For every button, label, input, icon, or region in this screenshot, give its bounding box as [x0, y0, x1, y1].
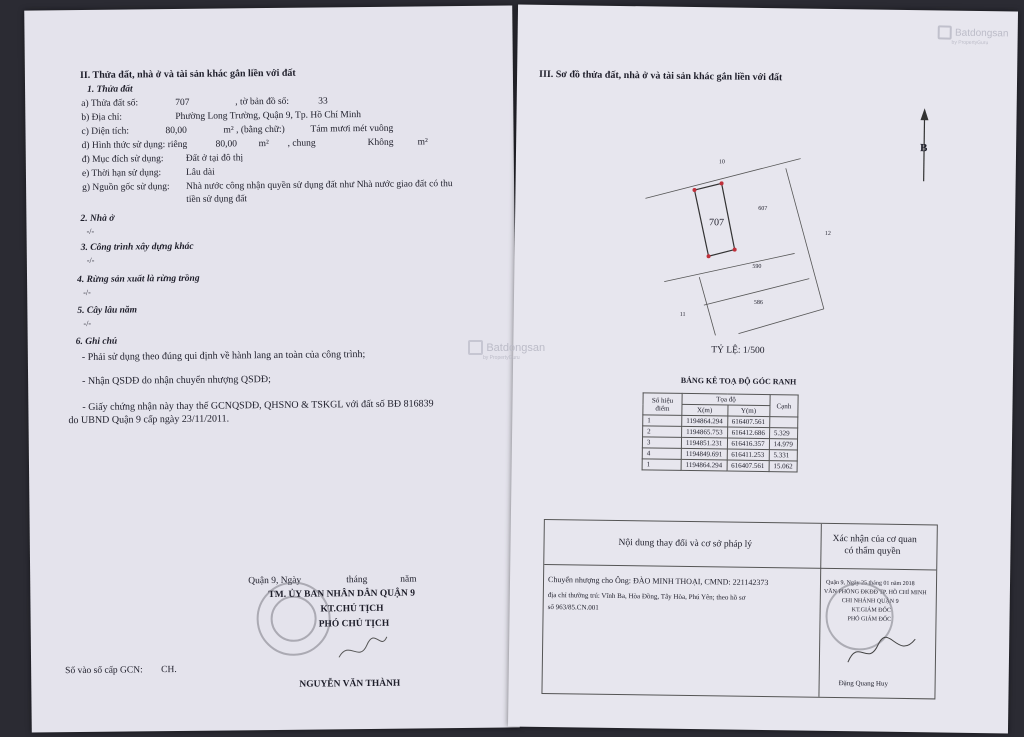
- common-label: , chung: [287, 138, 316, 149]
- area-words: Tám mươi mét vuông: [310, 123, 394, 135]
- house-value: -/-: [86, 226, 95, 236]
- map-label-12: 12: [824, 230, 831, 237]
- watermark-brand: Batdongsan: [954, 27, 1009, 40]
- watermark-center-logo-icon: [468, 340, 483, 355]
- watermark-top: [938, 24, 1009, 46]
- cell-x: 1194865.753: [682, 426, 728, 438]
- notes-heading: 6. Ghi chú: [75, 336, 118, 348]
- watermark-center-sub: by PropertyGuru: [483, 355, 520, 362]
- area-label: c) Diện tích:: [81, 126, 130, 137]
- confirm-signer: Đặng Quang Huy: [838, 679, 889, 688]
- seal-inner-ring: [270, 596, 316, 642]
- cell-edge: [769, 417, 797, 428]
- watermark-sub: by PropertyGuru: [951, 39, 989, 46]
- note-2: - Nhận QSDĐ do nhận chuyển nhượng QSDĐ;: [82, 374, 271, 387]
- date-place: Quận 9, Ngày: [248, 575, 302, 587]
- purpose-label: đ) Mục đích sử dụng:: [81, 154, 164, 165]
- changes-box: [541, 519, 937, 699]
- header-point-no: Số hiệu điểm: [643, 393, 682, 416]
- register-label: Số vào sổ cấp GCN:: [65, 665, 143, 677]
- term-label: e) Thời hạn sử dụng:: [81, 168, 162, 179]
- change-line-2: địa chỉ thường trú: Vĩnh Ba, Hòa Đồng, Tây Hòa, Phú Yên; theo hồ sơ: [547, 591, 746, 602]
- section-title-map: III. Sơ đồ thửa đất, nhà ở và tài sản khác gắn liền với đất: [539, 68, 783, 84]
- origin-line-1: Nhà nước công nhận quyền sử dụng đất như Nhà nước giao đất có thu: [186, 179, 453, 192]
- map-label-11: 11: [679, 311, 686, 318]
- construction-heading: 3. Công trình xây dựng khác: [80, 241, 194, 253]
- cell-edge: 5.331: [769, 450, 797, 461]
- change-line-3: số 963/85.CN.001: [547, 603, 599, 612]
- address-value: Phường Long Trường, Quận 9, Tp. Hồ Chí Minh: [175, 110, 362, 122]
- date-month: tháng: [346, 575, 368, 586]
- north-label: B: [920, 142, 928, 155]
- cell-point: 1: [643, 415, 682, 427]
- cell-x: 1194851.231: [681, 437, 727, 449]
- construction-value: -/-: [86, 255, 95, 265]
- perennial-value: -/-: [83, 318, 92, 328]
- watermark-center: [468, 340, 545, 361]
- map-number: 33: [318, 96, 328, 107]
- forest-value: -/-: [83, 287, 91, 297]
- parcel-number: 707: [175, 97, 190, 108]
- map-label-586: 586: [753, 299, 763, 306]
- cell-x: 1194864.294: [682, 415, 728, 427]
- register-value: CH.: [161, 665, 177, 676]
- forest-heading: 4. Rừng sản xuất là rừng trồng: [77, 273, 200, 286]
- header-y: Y(m): [727, 405, 769, 417]
- signer-organization: TM. ỦY BAN NHÂN DÂN QUẬN 9: [268, 588, 416, 601]
- certificate-right-page: [508, 5, 1018, 734]
- cell-edge: 14.979: [769, 439, 797, 450]
- area-unit: m² , (bằng chữ:): [223, 124, 285, 136]
- signer-name: NGUYỄN VĂN THÀNH: [299, 678, 401, 690]
- term-value: Lâu dài: [185, 167, 215, 178]
- cell-point: 2: [643, 426, 682, 438]
- watermark-logo-icon: [938, 25, 952, 39]
- map-label: , tờ bản đồ số:: [235, 96, 290, 108]
- header-x: X(m): [682, 404, 728, 416]
- note-3b: do UBND Quận 9 cấp ngày 23/11/2011.: [68, 413, 230, 427]
- origin-label: g) Nguồn gốc sử dụng:: [82, 182, 170, 193]
- perennial-heading: 5. Cây lâu năm: [77, 305, 138, 317]
- cell-y: 616407.561: [727, 416, 769, 428]
- map-label-590: 590: [752, 263, 762, 270]
- change-line-1: Chuyển nhượng cho Ông: ĐÀO MINH THOẠI, CMND: 221142373: [547, 575, 769, 588]
- cell-y: 616416.357: [727, 438, 769, 450]
- map-label-parcel: 707: [708, 217, 725, 229]
- date-year: năm: [400, 574, 417, 585]
- cell-y: 616412.686: [727, 427, 769, 439]
- area-value: 80,00: [165, 125, 187, 137]
- signer-title: PHÓ CHỦ TỊCH: [318, 618, 390, 630]
- signature-icon: [331, 629, 391, 670]
- cell-x: 1194864.294: [681, 459, 727, 471]
- watermark-center-brand: Batdongsan: [486, 342, 546, 354]
- common-unit: m²: [417, 137, 428, 148]
- confirm-line-2: VĂN PHÒNG ĐKĐĐ TP. HỒ CHÍ MINH: [823, 588, 927, 597]
- usage-form-label: d) Hình thức sử dụng: riêng: [81, 139, 188, 151]
- map-label-607: 607: [758, 205, 768, 213]
- purpose-value: Đất ở tại đô thị: [185, 153, 244, 164]
- header-edge: Cạnh: [770, 395, 799, 417]
- cell-point: 4: [642, 448, 681, 460]
- certificate-left-page: [24, 5, 520, 732]
- parcel-label: a) Thửa đất số:: [81, 98, 139, 109]
- changes-header: Nội dung thay đổi và cơ sở pháp lý: [618, 538, 753, 550]
- confirm-header-2: có thẩm quyền: [844, 546, 901, 557]
- cell-point: 1: [642, 459, 681, 471]
- map-label-top: 10: [718, 159, 725, 166]
- note-3a: - Giấy chứng nhận này thay thế GCNQSDĐ, QHSNO & TSKGL với đất số BĐ 816839: [82, 398, 434, 413]
- table-row: [642, 459, 797, 472]
- cell-x: 1194849.691: [681, 448, 727, 460]
- coordinates-table: [642, 392, 799, 472]
- signer-kt: KT.CHỦ TỊCH: [320, 603, 384, 615]
- usage-private: 80,00: [215, 139, 238, 150]
- house-heading: 2. Nhà ở: [80, 213, 115, 224]
- origin-line-2: tiền sử dụng đất: [186, 194, 248, 205]
- cell-edge: 15.062: [769, 461, 797, 472]
- cell-y: 616407.561: [727, 460, 769, 472]
- common-value: Không: [367, 137, 394, 148]
- section-title-land: II. Thửa đất, nhà ở và tài sản khác gắn liền với đất: [79, 67, 296, 81]
- address-label: b) Địa chỉ:: [81, 112, 123, 123]
- land-heading: 1. Thửa đất: [87, 84, 133, 95]
- parcel-map: [643, 156, 835, 339]
- confirm-header-1: Xác nhận của cơ quan: [832, 533, 917, 546]
- coords-table-title: BẢNG KÊ TOẠ ĐỘ GÓC RANH: [680, 375, 797, 387]
- note-1: - Phải sử dụng theo đúng qui định về hành lang an toàn của công trình;: [81, 349, 366, 363]
- usage-unit: m²: [258, 139, 269, 150]
- cell-edge: 5.329: [769, 428, 797, 439]
- cell-point: 3: [642, 437, 681, 449]
- confirm-signature-icon: [843, 632, 924, 673]
- cell-y: 616411.253: [727, 449, 769, 461]
- confirm-line-1: Quận 9, Ngày 25 tháng 01 năm 2018: [825, 579, 915, 588]
- confirm-line-5: PHÓ GIÁM ĐỐC: [847, 616, 892, 623]
- map-scale: TỶ LỆ: 1/500: [711, 345, 765, 357]
- header-coords: Tọa độ: [682, 393, 770, 405]
- confirm-line-4: KT.GIÁM ĐỐC: [851, 607, 891, 614]
- confirm-line-3: CHI NHÁNH QUẬN 9: [841, 598, 899, 605]
